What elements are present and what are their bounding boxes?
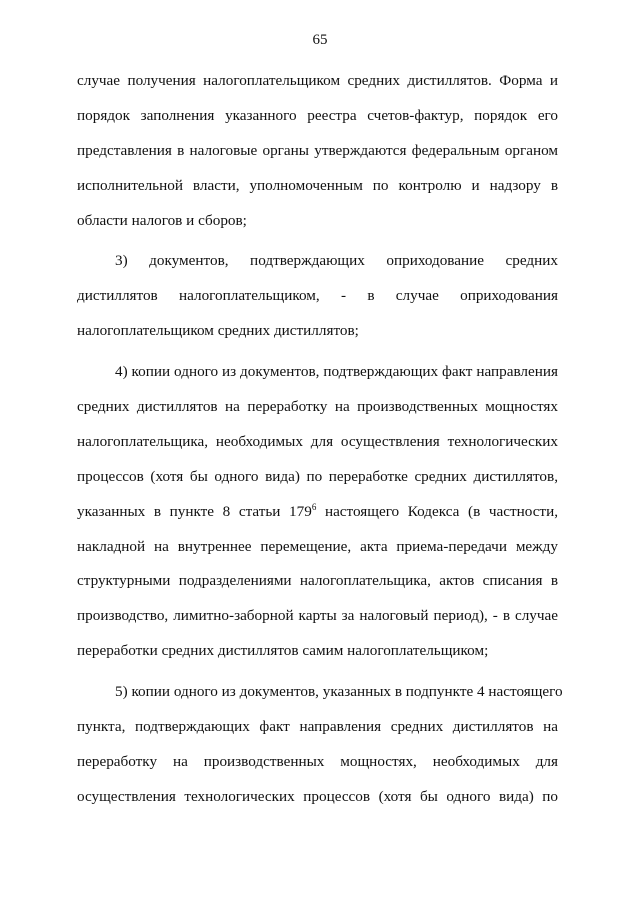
text-line: 4) копии одного из документов, подтверждающих факт направления	[115, 363, 558, 381]
text-line: 3) документов, подтверждающих оприходование средних	[115, 252, 558, 270]
text-line: процессов (хотя бы одного вида) по переработке средних дистиллятов,	[77, 467, 558, 485]
text-segment: указанных в пункте 8 статьи 179	[77, 502, 312, 520]
text-line: налогоплательщиком средних дистиллятов;	[77, 322, 359, 340]
text-line: области налогов и сборов;	[77, 211, 247, 229]
text-line: дистиллятов налогоплательщиком, - в случае оприходования	[77, 287, 558, 305]
text-line: переработку на производственных мощностях, необходимых для	[77, 752, 558, 770]
text-line: представления в налоговые органы утверждаются федеральным органом	[77, 141, 558, 159]
text-line: производство, лимитно-заборной карты за налоговый период), - в случае	[77, 607, 558, 625]
text-line: порядок заполнения указанного реестра счетов-фактур, порядок его	[77, 106, 558, 124]
text-line: накладной на внутреннее перемещение, акта приема-передачи между	[77, 537, 558, 555]
text-line-with-superscript	[77, 495, 558, 530]
paragraph-item-3	[77, 244, 558, 349]
text-line: осуществления технологических процессов (хотя бы одного вида) по	[77, 787, 558, 805]
paragraph-item-5	[77, 675, 563, 815]
text-line: 5) копии одного из документов, указанных в подпункте 4 настоящего	[115, 683, 563, 701]
text-line: налогоплательщика, необходимых для осуществления технологических	[77, 432, 558, 450]
text-line: переработки средних дистиллятов самим налогоплательщиком;	[77, 642, 489, 660]
text-segment: настоящего Кодекса (в частности,	[324, 502, 558, 520]
paragraph-continuation	[77, 64, 558, 238]
text-line: структурными подразделениями налогоплательщика, актов списания в	[77, 572, 558, 590]
article-superscript: 6	[311, 501, 317, 512]
text-line: исполнительной власти, уполномоченным по контролю и надзору в	[77, 176, 558, 194]
text-line: случае получения налогоплательщиком средних дистиллятов. Форма и	[77, 72, 558, 89]
text-line: средних дистиллятов на переработку на производственных мощностях	[77, 398, 558, 416]
document-body	[77, 64, 563, 815]
page-number: 65	[312, 32, 328, 48]
text-line: пункта, подтверждающих факт направления средних дистиллятов на	[77, 718, 558, 736]
paragraph-item-4	[77, 355, 558, 669]
